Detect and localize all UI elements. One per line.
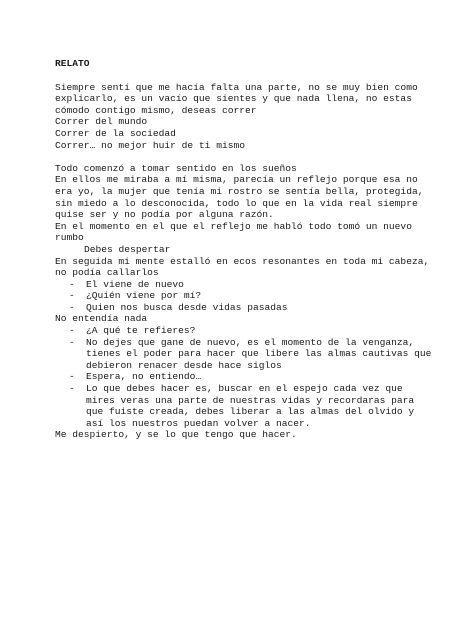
list-item-text: ¿A qué te refieres? [86,325,196,337]
dash-bullet: - [69,325,75,337]
list-item [55,383,455,429]
paragraph-2 [55,163,455,244]
text-line: En ellos me miraba a mí misma, parecía un reflejo porque esa no [55,174,418,186]
list-item-text: No dejes que gane de nuevo, es el momento de la venganza, tienes el poder para hacer que libere las almas cautivas que debieron renacer desde hace siglos [86,336,432,371]
dash-bullet: - [69,371,75,383]
list-item-text: Espera, no entiendo… [86,371,202,383]
dash-bullet: - [69,278,75,290]
text-line: Correr del mundo [55,116,148,128]
paragraph-1 [55,82,455,152]
dash-bullet: - [69,301,75,313]
paragraph-3 [55,256,455,279]
text-line: sin miedo a lo desconocida, todo lo que en la vida real siempre [55,197,418,209]
list-item [55,290,455,302]
text-line: Correr… no mejor huir de ti mismo [55,139,245,151]
list-item [55,279,455,291]
dash-list-1 [55,279,455,314]
text-line: cómodo contigo mismo, deseas correr [55,104,257,116]
document-page [55,58,455,441]
paragraph-gap [55,151,455,163]
text-line: rumbo [55,232,84,244]
text-line: No entendía nada [55,313,148,325]
text-line: En seguida mi mente estalló en ecos resonantes en toda mi cabeza, [55,255,430,267]
text-line: Siempre sentí que me hacía falta una parte, no se muy bien como [55,81,418,93]
text-line: Correr de la sociedad [55,127,176,139]
dash-bullet: - [69,383,75,395]
list-item [55,302,455,314]
list-item [55,337,455,372]
list-item-text: El viene de nuevo [86,278,184,290]
list-item-text: Lo que debes hacer es, buscar en el espejo cada vez que mires veras una parte de nuestras vidas y recordaras para que fuiste creada, debes liberar a las almas del olvido y así los nuestros puedan volver a nacer. [86,383,415,429]
dash-bullet: - [69,336,75,348]
text-line: no podía callarlos [55,267,159,279]
list-item [55,371,455,383]
text-line: quise ser y no podía por alguna razón. [55,209,274,221]
text-line: explicarlo, es un vacío que sientes y que nada llena, no estas [55,93,412,105]
text-line: Todo comenzó a tomar sentido en los sueños [55,162,297,174]
list-item-text: ¿Quién viene por mí? [86,290,202,302]
closing-line: Me despierto, y se lo que tengo que hacer. [55,429,297,441]
text-line: era yo, la mujer que tenía mi rostro se sentía bella, protegida, [55,185,424,197]
dash-bullet: - [69,290,75,302]
list-item [55,325,455,337]
dash-list-2 [55,325,455,429]
document-title: RELATO [55,58,90,69]
list-item-text: Quien nos busca desde vidas pasadas [86,301,288,313]
quoted-line: Debes despertar [84,243,171,255]
text-line: En el momento en el que el reflejo me habló todo tomó un nuevo [55,220,412,232]
